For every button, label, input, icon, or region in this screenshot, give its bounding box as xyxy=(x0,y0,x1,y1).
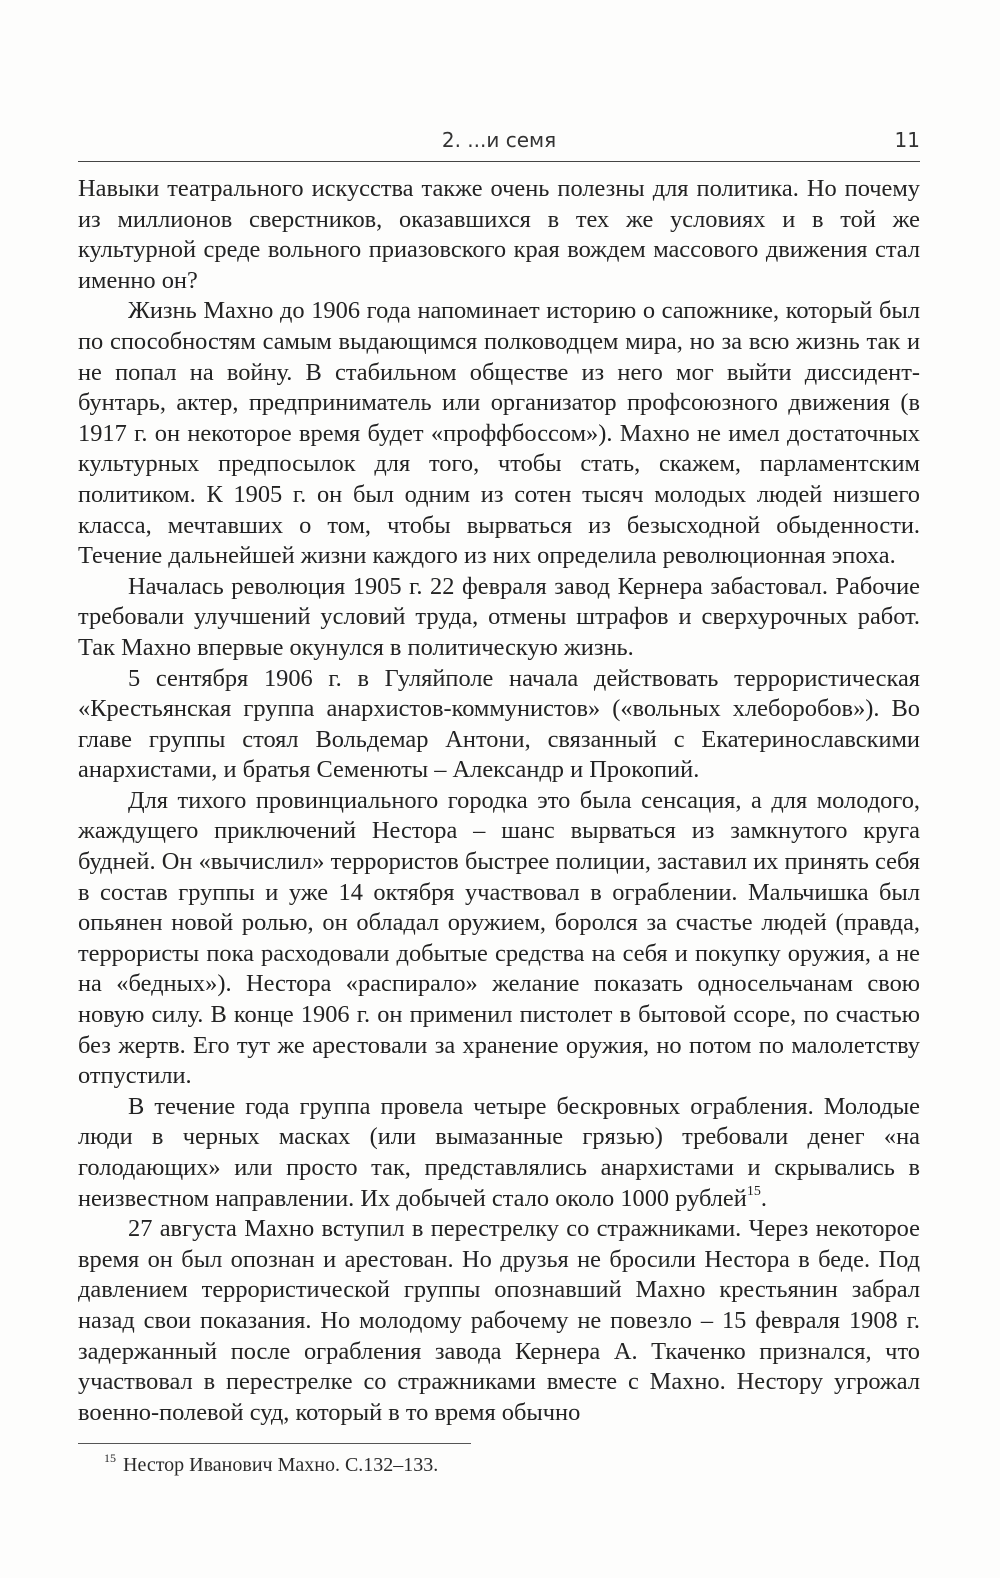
paragraph-6-text: В течение года группа провела четыре бескровных ограбления. Молодые люди в черных масках (или вымазанные грязью) требовали денег «на голодающих» или просто так, представлялись анархистами и скрывались в неизвестном направлении. Их добычей стало около 1000 рублей xyxy=(78,1092,920,1212)
footnote-reference[interactable]: 15 xyxy=(746,1183,761,1199)
running-header xyxy=(78,128,920,158)
footnote-rule xyxy=(78,1443,471,1444)
paragraph-5: Для тихого провинциального городка это была сенсация, а для молодого, жаждущего приключений Нестора – шанс вырваться из замкнутого круга будней. Он «вычислил» террористов быстрее полиции, заставил их принять себя в состав группы и уже 14 октября участвовал в ограблении. Мальчишка был опьянен новой ролью, он обладал оружием, боролся за счастье людей (правда, террористы пока расходовали добытые средства на себя и покупку оружия, а не на «бедных»). Нестора «распирало» желание показать односельчанам свою новую силу. В конце 1906 г. он применил пистолет в бытовой ссоре, по счастью без жертв. Его тут же арестовали за хранение оружия, но потом по малолетству отпустили. xyxy=(78,786,920,1090)
paragraph-3: Началась революция 1905 г. 22 февраля завод Кернера забастовал. Рабочие требовали улучшений условий труда, отмены штрафов и сверхурочных работ. Так Махно впервые окунулся в политическую жизнь. xyxy=(78,572,920,661)
paragraph-2: Жизнь Махно до 1906 года напоминает историю о сапожнике, который был по способностям самым выдающимся полководцем мира, но за всю жизнь так и не попал на войну. В стабильном обществе из него мог выйти диссидент-бунтарь, актер, предприниматель или организатор профсоюзного движения (в 1917 г. он некоторое время будет «проффбоссом»). Махно не имел достаточных культурных предпосылок для того, чтобы стать, скажем, парламентским политиком. К 1905 г. он был одним из сотен тысяч молодых людей низшего класса, мечтавших о том, чтобы вырваться из безысходной обыденности. Течение дальнейшей жизни каждого из них определила революционная эпоха. xyxy=(78,297,920,570)
body-text xyxy=(78,174,920,1428)
paragraph-6 xyxy=(78,1092,920,1214)
footnote-number: 15 xyxy=(104,1451,116,1465)
header-rule xyxy=(78,161,920,162)
paragraph-7: 27 августа Махно вступил в перестрелку со стражниками. Через некоторое время он был опознан и арестован. Но друзья не бросили Нестора в беде. Под давлением террористической группы опознавший Махно крестьянин забрал назад свои показания. Но молодому рабочему не повезло – 15 февраля 1908 г. задержанный после ограбления завода Кернера А. Ткаченко признался, что участвовал в перестрелке со стражниками вместе с Махно. Нестору угрожал военно-полевой суд, который в то время обычно xyxy=(78,1215,920,1426)
paragraph-1: Навыки театрального искусства также очень полезны для политика. Но почему из миллионов сверстников, оказавшихся в тех же условиях и в той же культурной среде вольного приазовского края вождем массового движения стал именно он? xyxy=(78,175,920,294)
chapter-title: 2. ...и семя xyxy=(441,128,557,152)
paragraph-4: 5 сентября 1906 г. в Гуляйполе начала действовать террористическая «Крестьянская группа анархистов-коммунистов» («вольных хлеборобов»). Во главе группы стоял Вольдемар Антони, связанный с Екатеринославскими анархистами, и братья Семенюты – Александр и Прокопий. xyxy=(78,664,920,784)
footnote xyxy=(104,1452,884,1478)
paragraph-6-end: . xyxy=(760,1184,767,1212)
page-number: 11 xyxy=(894,128,920,152)
footnote-text: Нестор Иванович Махно. С.132–133. xyxy=(123,1454,439,1476)
